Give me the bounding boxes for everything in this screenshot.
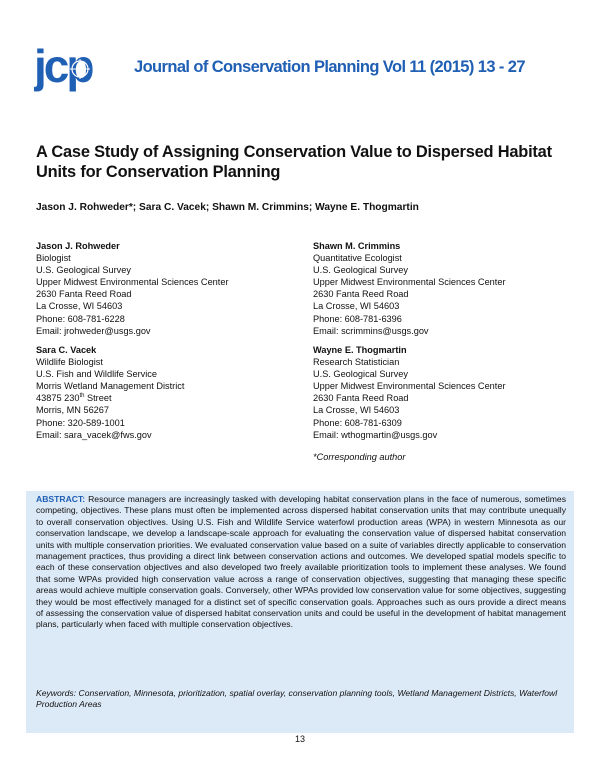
abstract-label: ABSTRACT: [36,494,86,504]
author-city: La Crosse, WI 54603 [36,301,123,312]
author-email[interactable]: Email: sara_vacek@fws.gov [36,429,152,440]
author-title: Biologist [36,253,71,264]
author-block-thogmartin [313,344,506,441]
author-org: U.S. Fish and Wildlife Service [36,369,158,380]
author-phone: Phone: 608-781-6228 [36,313,125,324]
author-org: U.S. Geological Survey [313,265,408,276]
author-title: Research Statistician [313,357,400,368]
street-suffix: Street [84,393,112,404]
author-email[interactable]: Email: wthogmartin@usgs.gov [313,429,438,440]
logo-text: jcp [34,42,92,92]
author-city: Morris, MN 56267 [36,405,110,416]
authors-line: Jason J. Rohweder*; Sara C. Vacek; Shawn M. Crimmins; Wayne E. Thogmartin [36,202,419,213]
author-street [36,392,184,404]
author-street: 2630 Fanta Reed Road [313,289,409,300]
author-name: Sara C. Vacek [36,345,97,355]
corresponding-author-note: *Corresponding author [313,452,406,462]
author-name: Jason J. Rohweder [36,241,120,251]
author-title: Quantitative Ecologist [313,253,402,264]
street-number: 43875 230 [36,393,80,404]
author-dept: Morris Wetland Management District [36,381,185,392]
author-org: U.S. Geological Survey [36,265,131,276]
journal-title: Journal of Conservation Planning Vol 11 (2015) 13 - 27 [134,58,525,76]
author-dept: Upper Midwest Environmental Sciences Center [313,381,506,392]
journal-header [34,42,574,94]
author-dept: Upper Midwest Environmental Sciences Center [313,277,506,288]
journal-logo [34,42,124,94]
author-block-crimmins [313,240,506,337]
abstract [36,494,566,631]
author-name: Wayne E. Thogmartin [313,345,407,355]
author-block-vacek [36,344,184,441]
ordinal-suffix: th [79,393,85,400]
author-city: La Crosse, WI 54603 [313,405,400,416]
author-street: 2630 Fanta Reed Road [313,393,409,404]
author-city: La Crosse, WI 54603 [313,301,400,312]
author-phone: Phone: 608-781-6396 [313,313,402,324]
author-block-rohweder [36,240,229,337]
author-title: Wildlife Biologist [36,357,103,368]
keywords: Keywords: Conservation, Minnesota, prioritization, spatial overlay, conservation planning tools, Wetland Management Districts, Waterfowl Production Areas [36,688,558,710]
abstract-text: Resource managers are increasingly tasked with developing habitat conservation plans in the face of numerous, sometimes competing, objectives. These plans must often be implemented across dispersed habitat conservation units that may contribute unequally to overall conservation objectives. Using U.S. Fish and Wildlife Service waterfowl production areas (WPA) in western Minnesota as our conservation landscape, we develop a landscape-scale approach for evaluating the conservation value of dispersed habitat conservation units with multiple conservation priorities. We evaluated conservation value based on a suite of variables directly applicable to conservation management practices, thus providing a direct link between conservation actions and outcomes. We developed spatial models specific to each of these conservation objectives and also developed two freely available prioritization tools to implement these analyses. We found that some WPAs provided high conservation value across a range of conservation objectives, suggesting that managing these specific areas would achieve multiple conservation goals. Conversely, other WPAs provided low conservation value for some objectives, suggesting they would be most effectively managed for a distinct set of specific conservation goals. Approaches such as ours provide a direct means of assessing the conservation value of dispersed habitat conservation units and could be useful in the development of habitat management plans, particularly when faced with multiple conservation objectives. [36,494,566,630]
author-name: Shawn M. Crimmins [313,241,401,251]
author-phone: Phone: 320-589-1001 [36,417,125,428]
author-phone: Phone: 608-781-6309 [313,417,402,428]
page-number: 13 [294,734,305,744]
author-org: U.S. Geological Survey [313,369,408,380]
author-email[interactable]: Email: jrohweder@usgs.gov [36,325,151,336]
author-street: 2630 Fanta Reed Road [36,289,132,300]
paper-title: A Case Study of Assigning Conservation Value to Dispersed Habitat Units for Conservation Planning [36,143,552,181]
author-dept: Upper Midwest Environmental Sciences Center [36,277,229,288]
author-email[interactable]: Email: scrimmins@usgs.gov [313,325,429,336]
